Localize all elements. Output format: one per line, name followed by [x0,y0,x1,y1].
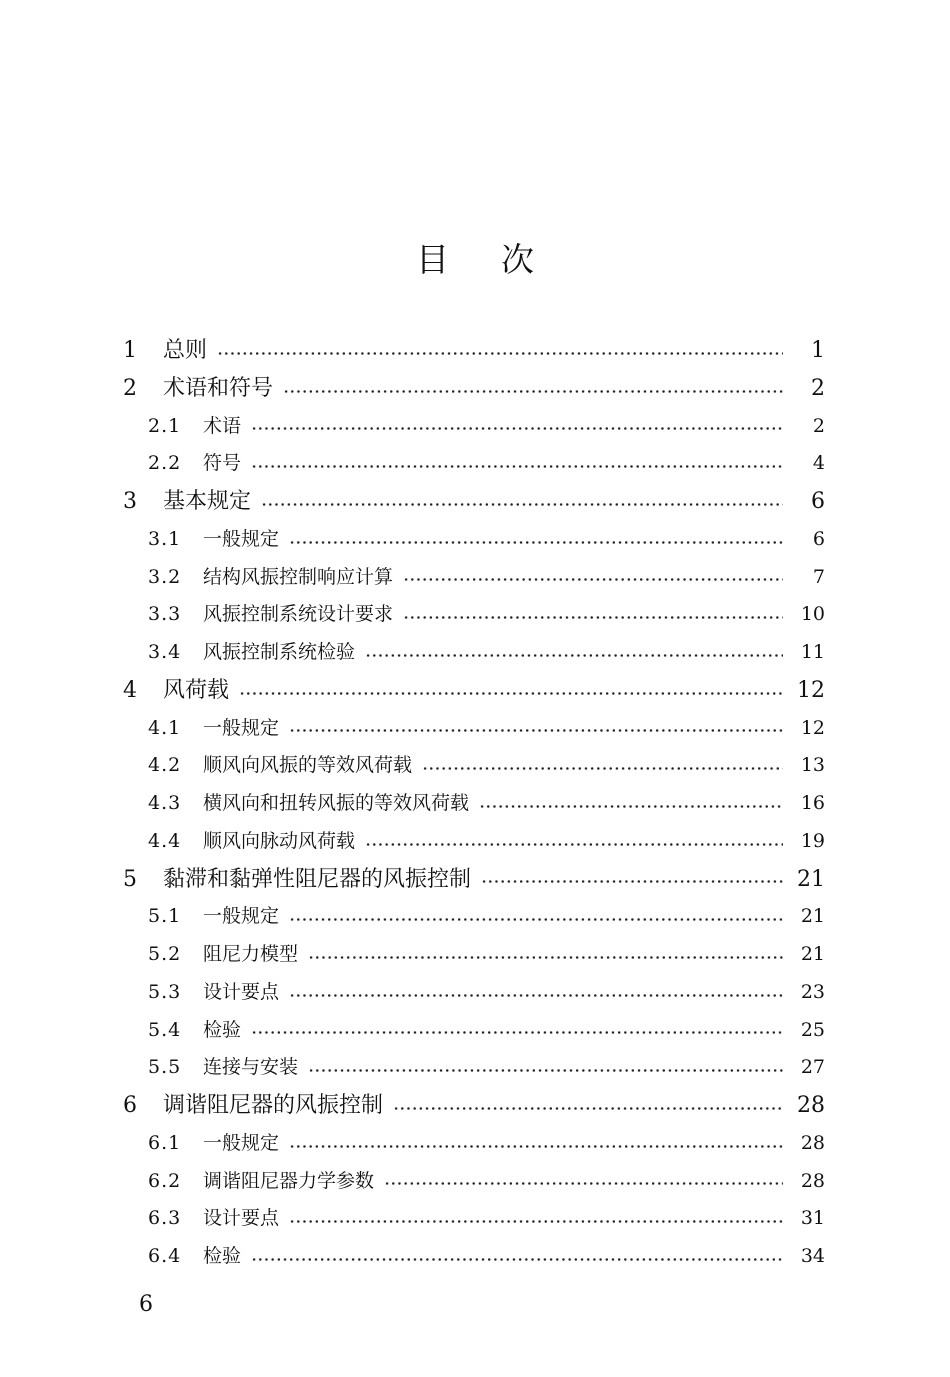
dot-leader [365,654,783,657]
toc-entry-number: 4.2 [148,754,182,777]
dot-leader [261,503,783,506]
toc-entry-page: 28 [800,1131,825,1154]
toc-entry-page: 25 [800,1018,825,1041]
toc-entry-page: 19 [800,829,825,852]
toc-entry-number: 4.1 [148,716,182,739]
dot-leader [251,465,783,468]
toc-section-entry[interactable] [0,785,950,823]
toc-entry-number: 4.3 [148,792,182,814]
dot-leader [251,427,783,430]
toc-entry-label: 风振控制系统检验 [203,641,356,663]
dot-leader [289,918,783,921]
toc-chapter-entry[interactable] [0,483,950,521]
toc-entry-page: 12 [800,716,825,739]
toc-entry-label: 一般规定 [203,905,280,928]
toc-entry-label: 阻尼力模型 [203,943,299,965]
toc-entry-number: 6.2 [148,1169,182,1192]
toc-entry-label: 结构风振控制响应计算 [203,565,394,588]
toc-entry-label: 一般规定 [203,1131,280,1154]
toc-entry-label: 术语和符号 [163,375,274,401]
toc-entry-page: 21 [797,866,825,892]
title-char-1: 目 [416,240,449,279]
toc-entry-number: 3.3 [148,603,182,626]
toc-entry-page: 16 [800,792,825,814]
toc-entry-label: 一般规定 [203,527,280,550]
toc-entry-number: 5.1 [148,905,182,928]
toc-entry-label: 术语 [203,414,242,437]
toc-entry-label: 设计要点 [203,980,280,1003]
toc-entry-number: 2.2 [148,452,182,475]
dot-leader [251,1258,783,1261]
toc-entry-label: 顺风向脉动风荷载 [203,829,356,852]
toc-entry-number: 5 [123,866,137,892]
toc-entry-page: 4 [812,452,825,475]
toc-entry-number: 3.2 [148,565,182,588]
toc-chapter-entry[interactable] [0,332,950,370]
page-number: 6 [139,1292,153,1317]
dot-leader [289,1145,783,1148]
toc-section-entry[interactable] [0,1238,950,1276]
toc-entry-page: 6 [812,527,825,550]
toc-entry-label: 调谐阻尼器的风振控制 [163,1093,384,1118]
toc-entry-number: 6.4 [148,1245,182,1267]
toc-section-entry[interactable] [0,596,950,634]
toc-entry-label: 连接与安装 [203,1056,299,1079]
toc-entry-number: 4 [123,677,137,703]
toc-section-entry[interactable] [0,1012,950,1050]
toc-entry-page: 10 [800,603,825,626]
toc-section-entry[interactable] [0,1125,950,1163]
toc-entry-page: 28 [797,1093,825,1118]
toc-entry-page: 34 [800,1245,825,1267]
toc-entry-page: 2 [812,414,825,437]
toc-entry-number: 2.1 [148,414,182,437]
dot-leader [481,880,783,883]
toc-entry-number: 6.1 [148,1131,182,1154]
dot-leader [422,767,783,770]
toc-entry-label: 风振控制系统设计要求 [203,603,394,626]
toc-entry-number: 5.5 [148,1056,182,1079]
dot-leader [365,843,783,846]
toc-chapter-entry[interactable] [0,370,950,408]
toc-entry-label: 总则 [163,338,208,363]
toc-entry-label: 调谐阻尼器力学参数 [203,1169,375,1192]
toc-entry-label: 顺风向风振的等效风荷载 [203,754,413,777]
toc-entry-page: 7 [812,565,825,588]
toc-section-entry[interactable] [0,710,950,748]
toc-entry-number: 4.4 [148,829,182,852]
dot-leader [283,390,783,393]
toc-entry-page: 31 [800,1207,825,1230]
toc-entry-label: 检验 [203,1018,242,1041]
toc-entry-label: 一般规定 [203,716,280,739]
dot-leader [289,541,783,544]
dot-leader [289,729,783,732]
toc-entry-page: 1 [811,338,825,363]
toc-entry-label: 基本规定 [163,489,252,514]
dot-leader [289,994,783,997]
page-title [0,238,950,282]
toc-section-entry[interactable] [0,747,950,785]
toc-entry-number: 3.1 [148,527,182,550]
dot-leader [479,805,783,808]
dot-leader [384,1182,783,1185]
toc-entry-number: 1 [123,338,137,363]
toc-entry-page: 21 [800,905,825,928]
toc-section-entry[interactable] [0,823,950,861]
toc-entry-number: 5.2 [148,943,182,965]
toc-entry-page: 12 [797,677,825,703]
toc-entry-number: 3.4 [148,641,182,663]
dot-leader [217,352,783,355]
toc-section-entry[interactable] [0,521,950,559]
dot-leader [251,1031,783,1034]
toc-entry-number: 3 [123,489,137,514]
toc-section-entry[interactable] [0,1200,950,1238]
toc-entry-page: 21 [800,943,825,965]
toc-entry-page: 27 [800,1056,825,1079]
toc-section-entry[interactable] [0,898,950,936]
toc-entry-page: 13 [800,754,825,777]
toc-section-entry[interactable] [0,1049,950,1087]
toc-section-entry[interactable] [0,559,950,597]
dot-leader [289,1220,783,1223]
toc-section-entry[interactable] [0,936,950,974]
toc-entry-label: 横风向和扭转风振的等效风荷载 [203,792,470,814]
dot-leader [393,1107,783,1110]
toc-entry-number: 2 [123,375,137,401]
toc-entry-page: 11 [800,641,825,663]
toc-section-entry[interactable] [0,974,950,1012]
toc-entry-page: 23 [800,980,825,1003]
toc-entry-label: 黏滞和黏弹性阻尼器的风振控制 [163,866,472,892]
toc-entry-page: 2 [811,375,825,401]
toc-entry-number: 6.3 [148,1207,182,1230]
table-of-contents [0,332,950,1276]
toc-entry-label: 设计要点 [203,1207,280,1230]
toc-section-entry[interactable] [0,1163,950,1201]
toc-section-entry[interactable] [0,408,950,446]
toc-entry-number: 6 [123,1093,137,1118]
toc-entry-label: 风荷载 [163,677,230,703]
toc-entry-label: 检验 [203,1245,242,1267]
toc-entry-page: 28 [800,1169,825,1192]
toc-section-entry[interactable] [0,445,950,483]
dot-leader [308,956,783,959]
title-char-2: 次 [501,240,534,279]
toc-entry-number: 5.4 [148,1018,182,1041]
dot-leader [403,578,783,581]
toc-chapter-entry[interactable] [0,672,950,710]
toc-chapter-entry[interactable] [0,1087,950,1125]
toc-chapter-entry[interactable] [0,861,950,899]
dot-leader [239,692,783,695]
dot-leader [308,1069,783,1072]
toc-section-entry[interactable] [0,634,950,672]
toc-entry-label: 符号 [203,452,242,475]
dot-leader [403,616,783,619]
toc-entry-page: 6 [811,489,825,514]
toc-entry-number: 5.3 [148,980,182,1003]
